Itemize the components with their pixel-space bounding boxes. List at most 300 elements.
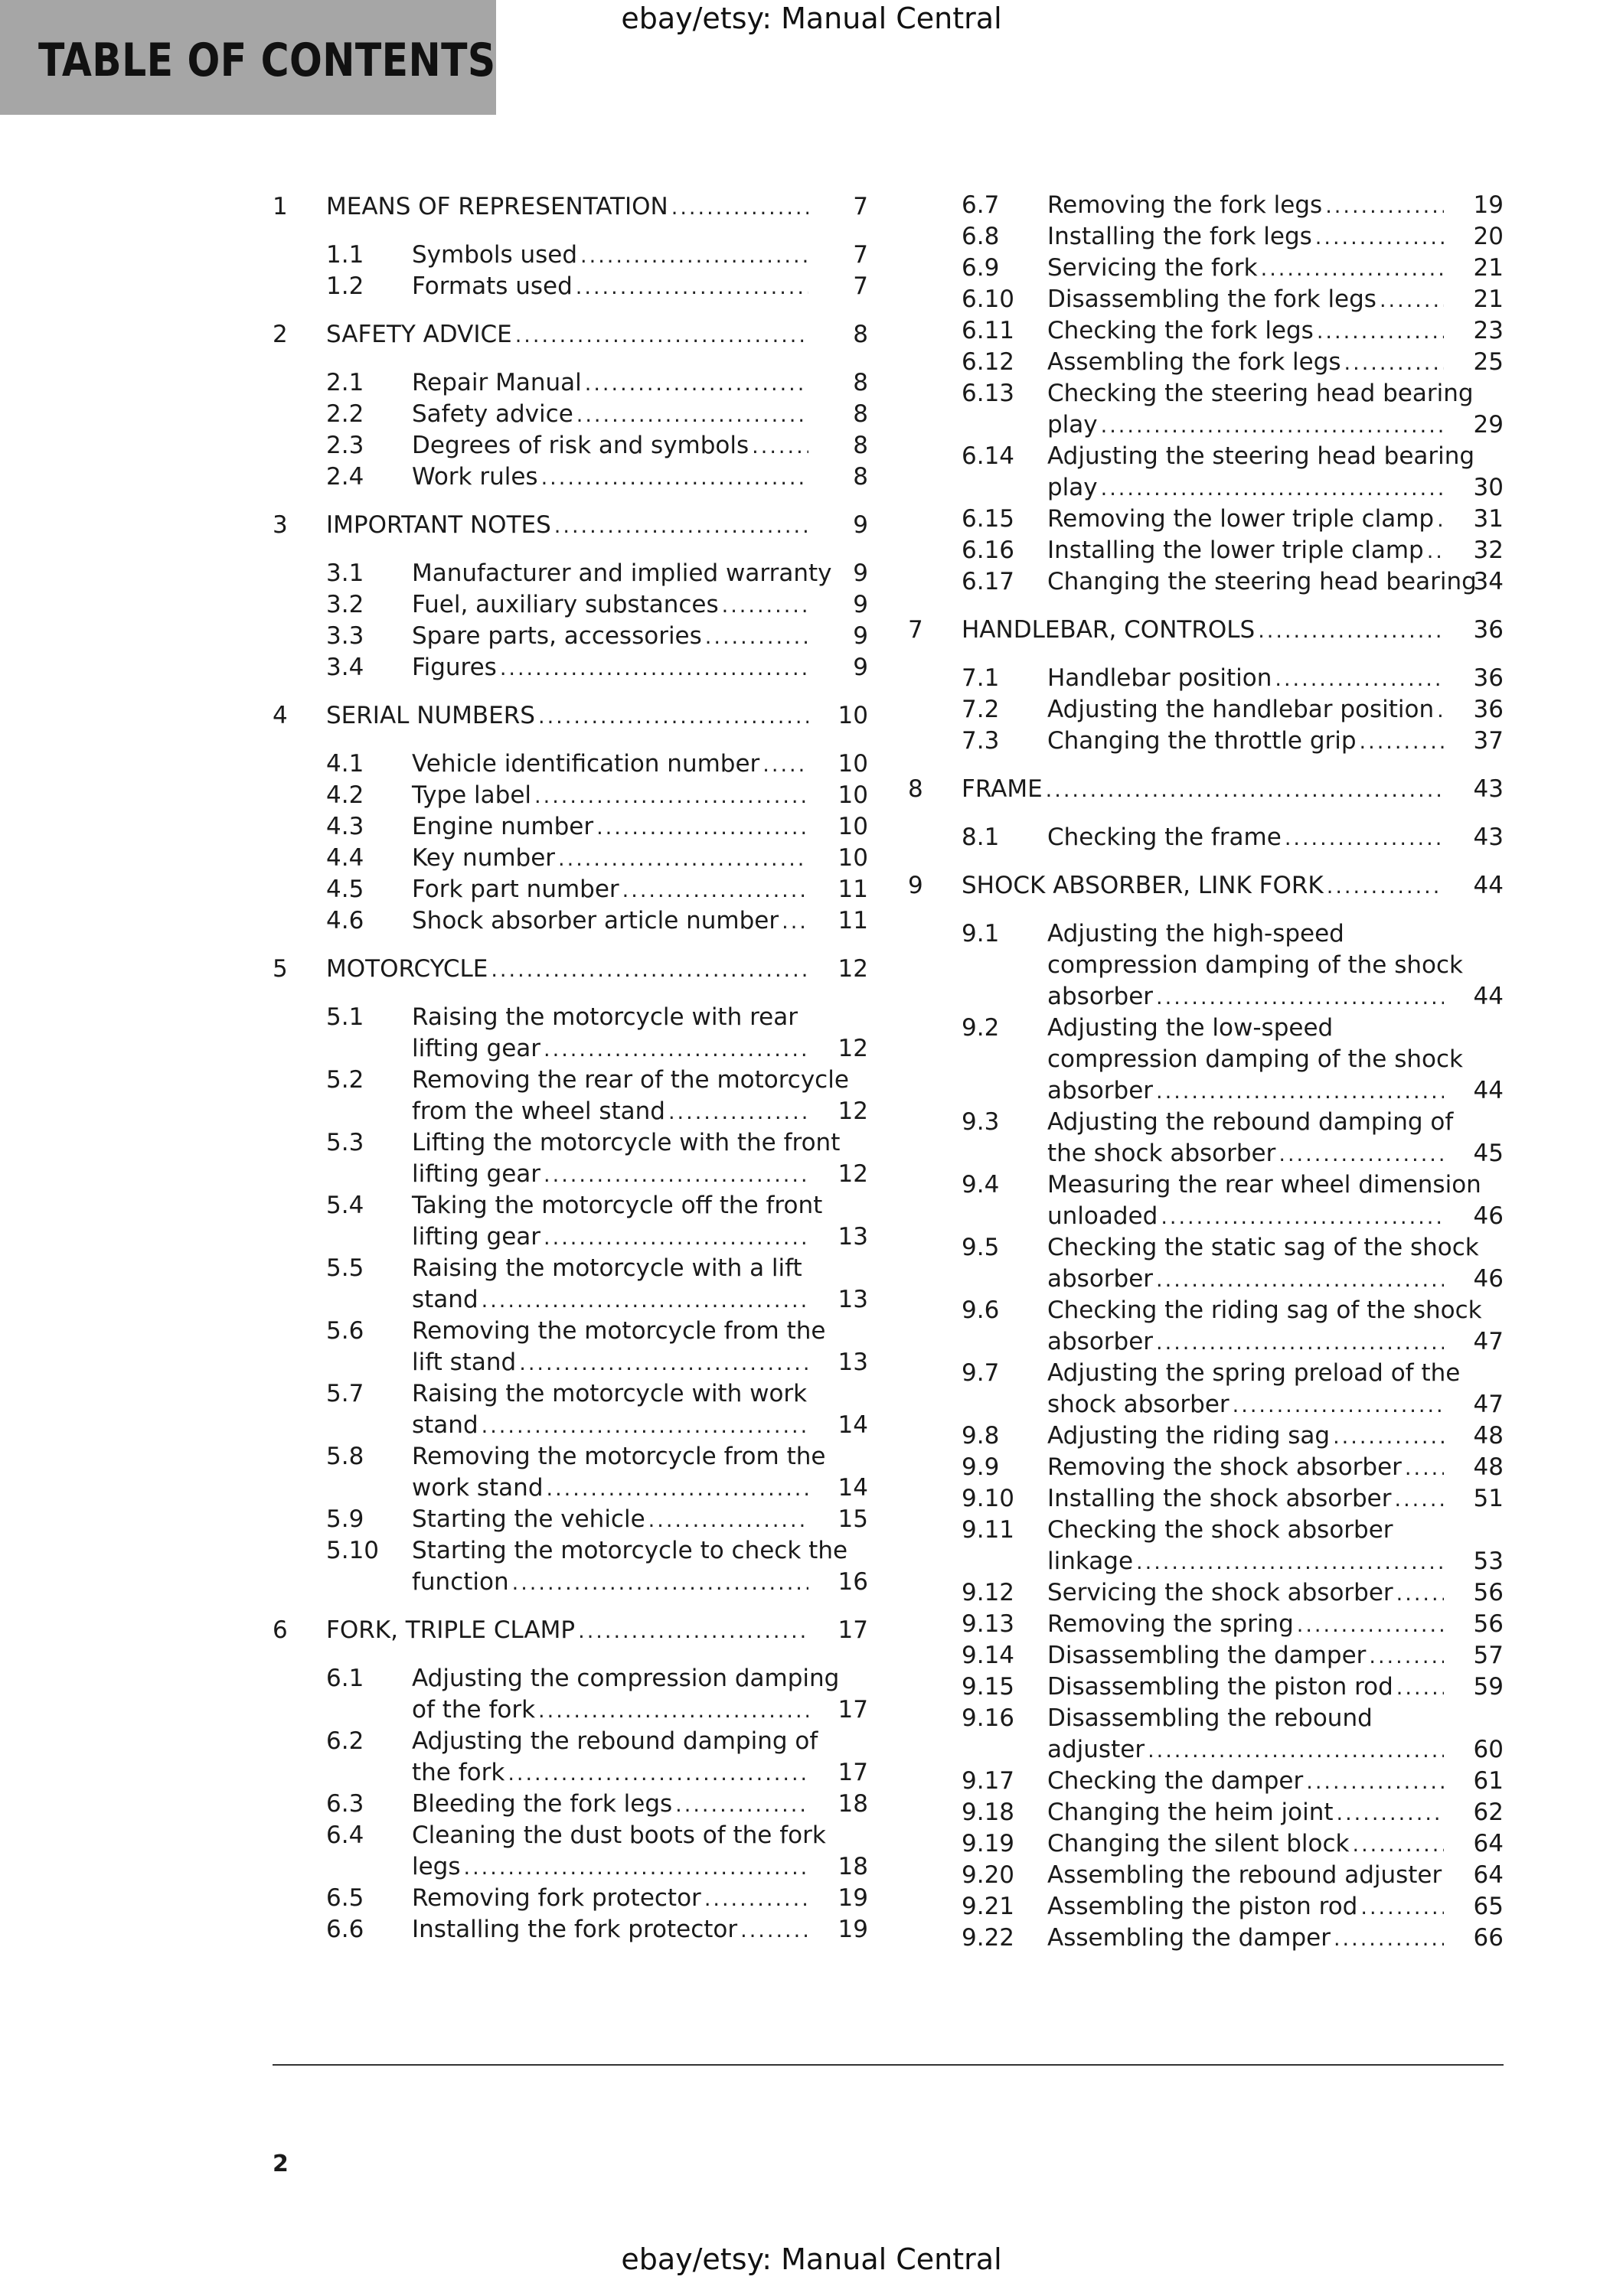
toc-entry-title: Disassembling the fork legs (1047, 285, 1376, 313)
toc-entry-number: 4.6 (326, 907, 364, 934)
toc-section-entry[interactable] (273, 1221, 868, 1252)
toc-entry-number: 9.12 (962, 1579, 1015, 1606)
toc-entry-title: lift stand (412, 1349, 517, 1376)
toc-entry-title: Lifting the motorcycle with the front (412, 1129, 841, 1156)
toc-entry-title: Adjusting the high-speed (1047, 920, 1344, 947)
toc-page-number: 29 (1473, 411, 1504, 439)
toc-entry-number: 7.3 (962, 727, 1000, 755)
toc-section-entry[interactable] (273, 905, 868, 936)
dot-leader (648, 1505, 808, 1536)
toc-page-number: 21 (1473, 285, 1504, 313)
toc-page-number: 44 (1473, 872, 1504, 899)
toc-section-entry[interactable] (273, 1757, 868, 1788)
toc-page-number: 60 (1473, 1736, 1504, 1763)
toc-section-entry[interactable] (908, 1295, 1504, 1326)
toc-entry-title: Checking the fork legs (1047, 317, 1314, 344)
toc-page-number: 17 (838, 1696, 868, 1724)
dot-leader (1437, 696, 1444, 726)
toc-page-number: 19 (838, 1916, 868, 1943)
toc-section-entry[interactable] (273, 1127, 868, 1158)
toc-section-entry[interactable] (273, 558, 868, 589)
toc-entry-number: 5.9 (326, 1505, 364, 1533)
toc-page-number: 64 (1473, 1830, 1504, 1857)
dot-leader (1317, 317, 1444, 347)
toc-section-entry[interactable] (908, 1766, 1504, 1796)
toc-entry-title: unloaded (1047, 1202, 1158, 1230)
toc-entry-title: absorber (1047, 1077, 1154, 1104)
toc-entry-number: 4.2 (326, 781, 364, 809)
toc-section-entry[interactable] (908, 190, 1504, 220)
toc-entry-title: Measuring the rear wheel dimension (1047, 1171, 1481, 1199)
toc-entry-title: Adjusting the compression damping (412, 1665, 840, 1692)
toc-page-number: 51 (1473, 1485, 1504, 1512)
toc-page-number: 47 (1473, 1391, 1504, 1418)
toc-section-entry[interactable] (908, 472, 1504, 503)
toc-page-number: 32 (1473, 536, 1504, 564)
toc-entry-number: 4.4 (326, 844, 364, 872)
dot-leader (1360, 727, 1444, 758)
toc-section-entry[interactable] (273, 240, 868, 270)
toc-section-entry[interactable] (273, 843, 868, 873)
toc-page-number: 10 (838, 813, 868, 840)
toc-section-entry[interactable] (273, 1096, 868, 1127)
dot-leader (671, 193, 808, 223)
toc-entry-title: Symbols used (412, 241, 578, 269)
watermark-top: ebay/etsy: Manual Central (621, 2, 1002, 35)
toc-entry-title: Checking the static sag of the shock (1047, 1234, 1479, 1261)
toc-entry-title: Starting the motorcycle to check the (412, 1537, 848, 1564)
toc-section-entry[interactable] (908, 1201, 1504, 1231)
toc-entry-title: Checking the shock absorber (1047, 1516, 1393, 1544)
toc-entry-title: Changing the throttle grip (1047, 727, 1357, 755)
toc-entry-title: Raising the motorcycle with rear (412, 1003, 798, 1031)
toc-section-entry[interactable] (908, 1264, 1504, 1294)
toc-entry-title: Vehicle identification number (412, 750, 760, 778)
toc-section-entry[interactable] (273, 1851, 868, 1882)
toc-page-number: 16 (838, 1568, 868, 1596)
toc-section-entry[interactable] (908, 1828, 1504, 1859)
toc-section-entry[interactable] (273, 748, 868, 779)
toc-entry-title: Servicing the shock absorber (1047, 1579, 1393, 1606)
toc-page-number: 44 (1473, 1077, 1504, 1104)
toc-page-number: 48 (1473, 1453, 1504, 1481)
toc-page-number: 11 (838, 876, 868, 903)
toc-section-entry[interactable] (908, 253, 1504, 283)
toc-chapter-entry[interactable] (908, 870, 1504, 901)
toc-section-entry[interactable] (273, 461, 868, 492)
toc-entry-title: Removing fork protector (412, 1884, 701, 1912)
toc-entry-number: 6.1 (326, 1665, 364, 1692)
toc-entry-title: absorber (1047, 1328, 1154, 1355)
toc-chapter-entry[interactable] (273, 1615, 868, 1645)
toc-section-entry[interactable] (908, 1734, 1504, 1765)
toc-section-entry[interactable] (273, 1914, 868, 1945)
toc-entry-title: Installing the lower triple clamp (1047, 536, 1424, 564)
toc-section-entry[interactable] (273, 1473, 868, 1503)
toc-page-number: 13 (838, 1349, 868, 1376)
toc-page-number: 15 (838, 1505, 868, 1533)
toc-section-entry[interactable] (273, 1033, 868, 1064)
toc-section-entry[interactable] (908, 1860, 1504, 1890)
toc-entry-title: Adjusting the riding sag (1047, 1422, 1331, 1450)
toc-section-entry[interactable] (908, 1546, 1504, 1577)
toc-section-entry[interactable] (273, 1190, 868, 1221)
toc-entry-title: Formats used (412, 272, 573, 300)
dot-leader (1101, 411, 1444, 442)
toc-section-entry[interactable] (273, 1065, 868, 1095)
toc-entry-number: 9.6 (962, 1296, 1000, 1324)
toc-page-number: 10 (838, 844, 868, 872)
toc-chapter-entry[interactable] (273, 700, 868, 731)
toc-entry-title: Adjusting the handlebar position (1047, 696, 1435, 723)
toc-chapter-entry[interactable] (273, 319, 868, 350)
dot-leader (705, 622, 808, 653)
toc-entry-number: 5.4 (326, 1192, 364, 1219)
toc-section-entry[interactable] (273, 1284, 868, 1315)
toc-entry-title: absorber (1047, 1265, 1154, 1293)
toc-page-number: 14 (838, 1474, 868, 1502)
toc-page-number: 8 (853, 321, 868, 348)
dot-leader (1258, 616, 1444, 647)
toc-section-entry[interactable] (908, 566, 1504, 597)
toc-entry-title: linkage (1047, 1548, 1134, 1575)
toc-entry-title: legs (412, 1853, 461, 1880)
toc-section-entry[interactable] (908, 1891, 1504, 1922)
toc-section-entry[interactable] (908, 1671, 1504, 1702)
toc-page-number: 31 (1473, 505, 1504, 533)
toc-section-entry[interactable] (908, 1138, 1504, 1169)
toc-section-entry[interactable] (273, 1567, 868, 1597)
toc-entry-number: 9.10 (962, 1485, 1015, 1512)
toc-entry-title: Engine number (412, 813, 594, 840)
toc-chapter-entry[interactable] (273, 510, 868, 540)
toc-section-entry[interactable] (908, 1577, 1504, 1608)
toc-section-entry[interactable] (908, 535, 1504, 566)
dot-leader (558, 844, 808, 875)
toc-entry-title: Work rules (412, 463, 538, 491)
toc-entry-title: the shock absorber (1047, 1140, 1276, 1167)
toc-entry-number: 6.2 (326, 1727, 364, 1755)
toc-entry-number: 9.14 (962, 1642, 1015, 1669)
dot-leader (740, 1916, 808, 1946)
toc-section-entry[interactable] (908, 409, 1504, 440)
toc-section-entry[interactable] (908, 1389, 1504, 1420)
dot-leader (1156, 1328, 1444, 1358)
toc-entry-title: Bleeding the fork legs (412, 1790, 673, 1818)
toc-entry-number: 7.2 (962, 696, 1000, 723)
toc-page-number: 12 (838, 955, 868, 983)
dot-leader (1233, 1391, 1444, 1421)
toc-page-number: 9 (853, 559, 868, 587)
toc-section-entry[interactable] (273, 1159, 868, 1189)
toc-chapter-entry[interactable] (273, 954, 868, 984)
dot-leader (547, 1474, 809, 1505)
toc-entry-title: Key number (412, 844, 556, 872)
page-title: TABLE OF CONTENTS (38, 34, 496, 87)
dot-leader (1136, 1548, 1444, 1578)
toc-page-number: 65 (1473, 1893, 1504, 1920)
toc-entry-number: 9.21 (962, 1893, 1015, 1920)
toc-entry-title: shock absorber (1047, 1391, 1229, 1418)
dot-leader (1360, 1893, 1444, 1923)
toc-section-entry[interactable] (908, 663, 1504, 693)
toc-page-number: 13 (838, 1223, 868, 1251)
toc-entry-number: 3 (273, 511, 288, 539)
toc-entry-number: 9.2 (962, 1014, 1000, 1042)
toc-entry-title: Cleaning the dust boots of the fork (412, 1821, 826, 1849)
dot-leader (1148, 1736, 1444, 1766)
toc-section-entry[interactable] (273, 399, 868, 429)
toc-section-entry[interactable] (273, 1347, 868, 1378)
toc-chapter-entry[interactable] (908, 774, 1504, 804)
toc-section-entry[interactable] (908, 315, 1504, 346)
toc-page-number: 12 (838, 1160, 868, 1188)
toc-section-entry[interactable] (273, 1410, 868, 1440)
dot-leader (722, 591, 808, 621)
toc-page-number: 8 (853, 369, 868, 396)
toc-section-entry[interactable] (908, 1797, 1504, 1828)
toc-entry-title: work stand (412, 1474, 544, 1502)
toc-entry-title: lifting gear (412, 1223, 541, 1251)
toc-section-entry[interactable] (273, 1789, 868, 1819)
toc-page-number: 34 (1473, 568, 1504, 595)
watermark-bottom: ebay/etsy: Manual Central (621, 2242, 1002, 2276)
dot-leader (1297, 1610, 1444, 1641)
toc-entry-number: 2.1 (326, 369, 364, 396)
dot-leader (752, 432, 808, 462)
toc-entry-title: Disassembling the rebound (1047, 1704, 1373, 1732)
toc-section-entry[interactable] (908, 441, 1504, 471)
section-header-banner (0, 0, 496, 115)
toc-entry-title: Checking the riding sag of the shock (1047, 1296, 1482, 1324)
toc-section-entry[interactable] (908, 1609, 1504, 1639)
toc-section-entry[interactable] (908, 918, 1504, 949)
toc-section-entry[interactable] (908, 1640, 1504, 1671)
toc-section-entry[interactable] (273, 780, 868, 810)
dot-leader (1306, 1767, 1444, 1798)
toc-section-entry[interactable] (908, 950, 1504, 980)
toc-entry-title: Removing the lower triple clamp (1047, 505, 1435, 533)
toc-entry-number: 1 (273, 193, 288, 220)
toc-page-number: 46 (1473, 1265, 1504, 1293)
toc-page-number: 14 (838, 1411, 868, 1439)
toc-section-entry[interactable] (273, 1378, 868, 1409)
dot-leader (782, 907, 808, 938)
toc-entry-title: SAFETY ADVICE (326, 321, 512, 348)
toc-chapter-entry[interactable] (908, 615, 1504, 645)
toc-entry-title: Adjusting the low-speed (1047, 1014, 1334, 1042)
toc-section-entry[interactable] (908, 1358, 1504, 1388)
toc-entry-number: 7.1 (962, 664, 1000, 692)
dot-leader (544, 1223, 808, 1254)
toc-entry-title: Disassembling the piston rod (1047, 1673, 1393, 1701)
toc-section-entry[interactable] (908, 1044, 1504, 1075)
toc-entry-number: 5.7 (326, 1380, 364, 1407)
toc-entry-title: Removing the motorcycle from the (412, 1317, 826, 1345)
toc-page-number: 10 (838, 702, 868, 729)
toc-entry-number: 2 (273, 321, 288, 348)
toc-entry-number: 2.2 (326, 400, 364, 428)
dot-leader (675, 1790, 808, 1821)
toc-page-number: 53 (1473, 1548, 1504, 1575)
toc-entry-title: Removing the shock absorber (1047, 1453, 1402, 1481)
toc-page-number: 61 (1473, 1767, 1504, 1795)
toc-section-entry[interactable] (273, 1504, 868, 1534)
toc-section-entry[interactable] (273, 1820, 868, 1851)
toc-page-number: 10 (838, 750, 868, 778)
toc-entry-title: play (1047, 411, 1098, 439)
dot-leader (1327, 872, 1444, 902)
dot-leader (763, 750, 808, 781)
toc-section-entry[interactable] (908, 1232, 1504, 1263)
toc-entry-title: lifting gear (412, 1160, 541, 1188)
toc-entry-number: 6.12 (962, 348, 1015, 376)
dot-leader (534, 781, 808, 812)
toc-section-entry[interactable] (908, 1703, 1504, 1733)
dot-leader (508, 1759, 808, 1789)
dot-leader (596, 813, 808, 843)
toc-section-entry[interactable] (273, 652, 868, 683)
toc-section-entry[interactable] (273, 1663, 868, 1694)
toc-entry-title: Changing the silent block (1047, 1830, 1350, 1857)
toc-section-entry[interactable] (908, 504, 1504, 534)
toc-section-entry[interactable] (273, 1726, 868, 1756)
toc-page-number: 43 (1473, 823, 1504, 851)
toc-entry-title: Installing the shock absorber (1047, 1485, 1392, 1512)
toc-section-entry[interactable] (908, 221, 1504, 252)
page-number: 2 (273, 2151, 289, 2177)
toc-section-entry[interactable] (273, 1883, 868, 1913)
toc-section-entry[interactable] (908, 1420, 1504, 1451)
toc-entry-number: 2.4 (326, 463, 364, 491)
toc-section-entry[interactable] (908, 1107, 1504, 1137)
dot-leader (1275, 664, 1444, 695)
toc-entry-number: 9.11 (962, 1516, 1015, 1544)
toc-entry-title: Shock absorber article number (412, 907, 779, 934)
dot-leader (538, 1696, 808, 1727)
toc-entry-number: 2.3 (326, 432, 364, 459)
toc-section-entry[interactable] (273, 874, 868, 905)
toc-section-entry[interactable] (273, 271, 868, 302)
dot-leader (464, 1853, 808, 1883)
dot-leader (1278, 1140, 1444, 1170)
toc-entry-title: IMPORTANT NOTES (326, 511, 551, 539)
toc-entry-number: 6.6 (326, 1916, 364, 1943)
toc-entry-number: 4.3 (326, 813, 364, 840)
toc-section-entry[interactable] (908, 1013, 1504, 1043)
dot-leader (1156, 983, 1444, 1013)
toc-section-entry[interactable] (273, 1441, 868, 1472)
toc-section-entry[interactable] (908, 378, 1504, 409)
toc-page-number: 48 (1473, 1422, 1504, 1450)
dot-leader (541, 463, 808, 494)
toc-entry-title: of the fork (412, 1696, 536, 1724)
dot-leader (1333, 1422, 1444, 1453)
toc-entry-number: 5.1 (326, 1003, 364, 1031)
toc-entry-number: 4.5 (326, 876, 364, 903)
toc-chapter-entry[interactable] (273, 191, 868, 222)
toc-section-entry[interactable] (273, 1316, 868, 1346)
toc-entry-title: Assembling the rebound adjuster (1047, 1861, 1442, 1889)
toc-entry-number: 5.5 (326, 1254, 364, 1282)
toc-entry-title: Taking the motorcycle off the front (412, 1192, 823, 1219)
toc-entry-title: SERIAL NUMBERS (326, 702, 535, 729)
toc-section-entry[interactable] (908, 726, 1504, 756)
toc-page-number: 20 (1473, 223, 1504, 250)
dot-leader (544, 1035, 808, 1065)
toc-page-number: 21 (1473, 254, 1504, 282)
toc-section-entry[interactable] (273, 621, 868, 651)
dot-leader (622, 876, 808, 906)
dot-leader (538, 702, 808, 732)
toc-page-number: 18 (838, 1853, 868, 1880)
dot-leader (1046, 775, 1444, 806)
toc-section-entry[interactable] (273, 589, 868, 620)
toc-page-number: 36 (1473, 664, 1504, 692)
toc-entry-title: MOTORCYCLE (326, 955, 488, 983)
toc-section-entry[interactable] (908, 1169, 1504, 1200)
toc-entry-title: absorber (1047, 983, 1154, 1010)
toc-entry-title: MEANS OF REPRESENTATION (326, 193, 668, 220)
toc-page-number: 8 (853, 432, 868, 459)
toc-section-entry[interactable] (908, 822, 1504, 853)
toc-section-entry[interactable] (273, 430, 868, 461)
toc-entry-title: Fuel, auxiliary substances (412, 591, 719, 618)
toc-section-entry[interactable] (908, 1326, 1504, 1357)
toc-section-entry[interactable] (908, 1923, 1504, 1953)
toc-section-entry[interactable] (908, 1452, 1504, 1482)
toc-entry-number: 9 (908, 872, 923, 899)
toc-section-entry[interactable] (908, 1515, 1504, 1545)
toc-entry-title: Figures (412, 654, 497, 681)
toc-page-number: 12 (838, 1097, 868, 1125)
toc-entry-title: FRAME (962, 775, 1043, 803)
toc-section-entry[interactable] (908, 981, 1504, 1012)
toc-entry-number: 9.8 (962, 1422, 1000, 1450)
toc-entry-title: Installing the fork legs (1047, 223, 1312, 250)
toc-entry-number: 6.5 (326, 1884, 364, 1912)
toc-section-entry[interactable] (273, 367, 868, 398)
toc-page-number: 7 (853, 272, 868, 300)
toc-section-entry[interactable] (908, 1075, 1504, 1106)
toc-section-entry[interactable] (273, 1253, 868, 1283)
toc-page-number: 23 (1473, 317, 1504, 344)
toc-section-entry[interactable] (908, 694, 1504, 725)
toc-entry-number: 5.10 (326, 1537, 380, 1564)
toc-entry-title: from the wheel stand (412, 1097, 665, 1125)
toc-page-number: 36 (1473, 616, 1504, 644)
toc-section-entry[interactable] (908, 347, 1504, 377)
toc-entry-number: 9.4 (962, 1171, 1000, 1199)
toc-entry-title: Removing the motorcycle from the (412, 1443, 826, 1470)
toc-entry-title: Adjusting the rebound damping of (412, 1727, 818, 1755)
toc-section-entry[interactable] (273, 1002, 868, 1032)
toc-section-entry[interactable] (273, 811, 868, 842)
toc-page-number: 30 (1473, 474, 1504, 501)
toc-entry-title: Raising the motorcycle with work (412, 1380, 808, 1407)
dot-leader (482, 1286, 808, 1316)
toc-section-entry[interactable] (273, 1535, 868, 1566)
toc-entry-number: 6.15 (962, 505, 1015, 533)
toc-section-entry[interactable] (908, 284, 1504, 315)
toc-entry-title: Raising the motorcycle with a lift (412, 1254, 802, 1282)
dot-leader (704, 1884, 808, 1915)
toc-page-number: 64 (1473, 1861, 1504, 1889)
toc-entry-title: Installing the fork protector (412, 1916, 738, 1943)
toc-section-entry[interactable] (908, 1483, 1504, 1514)
toc-entry-title: Assembling the damper (1047, 1924, 1331, 1952)
toc-section-entry[interactable] (273, 1694, 868, 1725)
